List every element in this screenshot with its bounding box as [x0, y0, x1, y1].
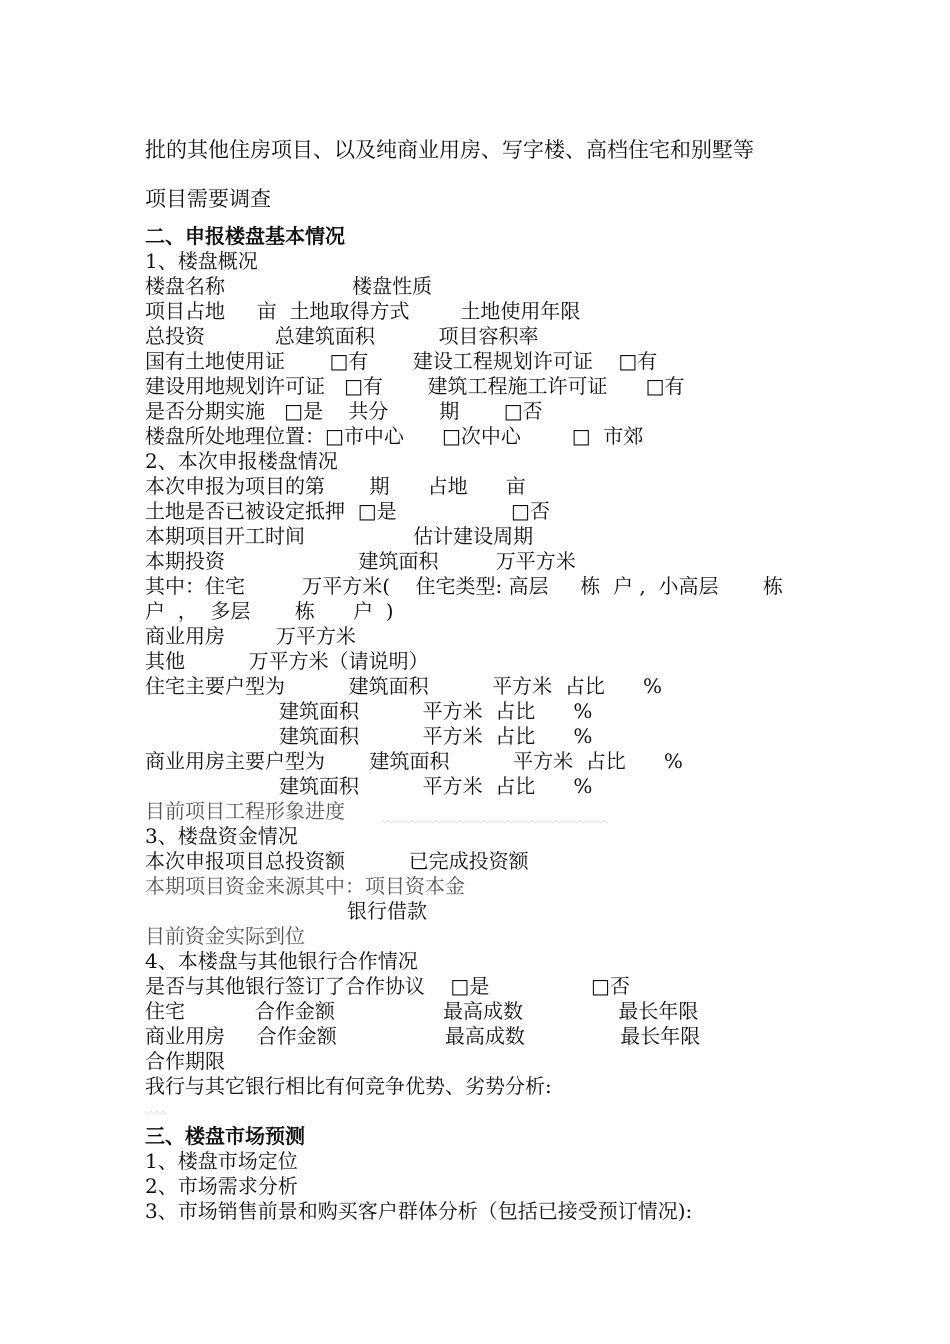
field-line: 项目占地 亩 土地取得方式 土地使用年限 [145, 299, 581, 323]
field-line: 是否分期实施 □是 共分 期 □否 [145, 399, 543, 423]
field-line: 其中：住宅 万平方米( 住宅类型: 高层 栋 户 , 小高层 栋 [145, 574, 783, 598]
field-line: 是否与其他银行签订了合作协议 □是 □否 [145, 974, 630, 998]
field-line: 国有土地使用证 □有 建设工程规划许可证 □有 [145, 349, 658, 373]
grammar-underline [145, 1111, 167, 1117]
field-line: 商业用房主要户型为 建筑面积 平方米 占比 % [145, 749, 683, 773]
field-line-indented: 建筑面积 平方米 占比 % [279, 699, 593, 723]
field-line: 住宅 合作金额 最高成数 最长年限 [145, 999, 699, 1023]
subsection-2-title: 2、本次申报楼盘情况 [145, 449, 338, 473]
field-line: 住宅主要户型为 建筑面积 平方米 占比 % [145, 674, 663, 698]
field-line: 土地是否已被设定抵押 □是 □否 [145, 499, 550, 523]
subsection-3-title: 3、楼盘资金情况 [145, 824, 298, 848]
field-line-indented: 建筑面积 平方米 占比 % [279, 774, 593, 798]
field-line: 本期项目资金来源其中：项目资本金 [145, 874, 465, 898]
section-2-heading: 二、申报楼盘基本情况 [145, 224, 345, 248]
field-line: 其他 万平方米（请说明） [145, 649, 429, 673]
section-3-heading: 三、楼盘市场预测 [145, 1124, 305, 1148]
field-line: 商业用房 万平方米 [145, 624, 356, 648]
list-item: 1、楼盘市场定位 [145, 1149, 298, 1173]
intro-line-1: 批的其他住房项目、以及纯商业用房、写字楼、高档住宅和别墅等 [145, 138, 754, 162]
progress-line: 目前项目工程形象进度 [145, 799, 345, 823]
intro-line-2: 项目需要调查 [145, 187, 271, 211]
field-line: 本次申报为项目的第 期 占地 亩 [145, 474, 526, 498]
field-line: 我行与其它银行相比有何竞争优势、劣势分析: [145, 1074, 552, 1098]
subsection-1-title: 1、楼盘概况 [145, 249, 258, 273]
subsection-4-title: 4、本楼盘与其他银行合作情况 [145, 949, 418, 973]
field-line: 总投资 总建筑面积 项目容积率 [145, 324, 539, 348]
list-item: 3、市场销售前景和购买客户群体分析（包括已接受预订情况): [145, 1199, 693, 1223]
field-line: 合作期限 [145, 1049, 225, 1073]
field-line: 楼盘所处地理位置：□市中心 □次中心 □ 市郊 [145, 424, 644, 448]
field-line: 建设用地规划许可证 □有 建筑工程施工许可证 □有 [145, 374, 685, 398]
field-line: 楼盘名称 楼盘性质 [145, 274, 433, 298]
field-line: 本期投资 建筑面积 万平方米 [145, 549, 576, 573]
field-line-indented: 银行借款 [347, 899, 427, 923]
grammar-underline [382, 820, 608, 826]
field-line: 本期项目开工时间 估计建设周期 [145, 524, 534, 548]
field-line: 商业用房 合作金额 最高成数 最长年限 [145, 1024, 701, 1048]
field-line-indented: 建筑面积 平方米 占比 % [279, 724, 593, 748]
field-line: 目前资金实际到位 [145, 924, 305, 948]
field-line: 本次申报项目总投资额 已完成投资额 [145, 849, 529, 873]
list-item: 2、市场需求分析 [145, 1174, 298, 1198]
field-line: 户 ， 多层 栋 户 ) [145, 599, 394, 623]
